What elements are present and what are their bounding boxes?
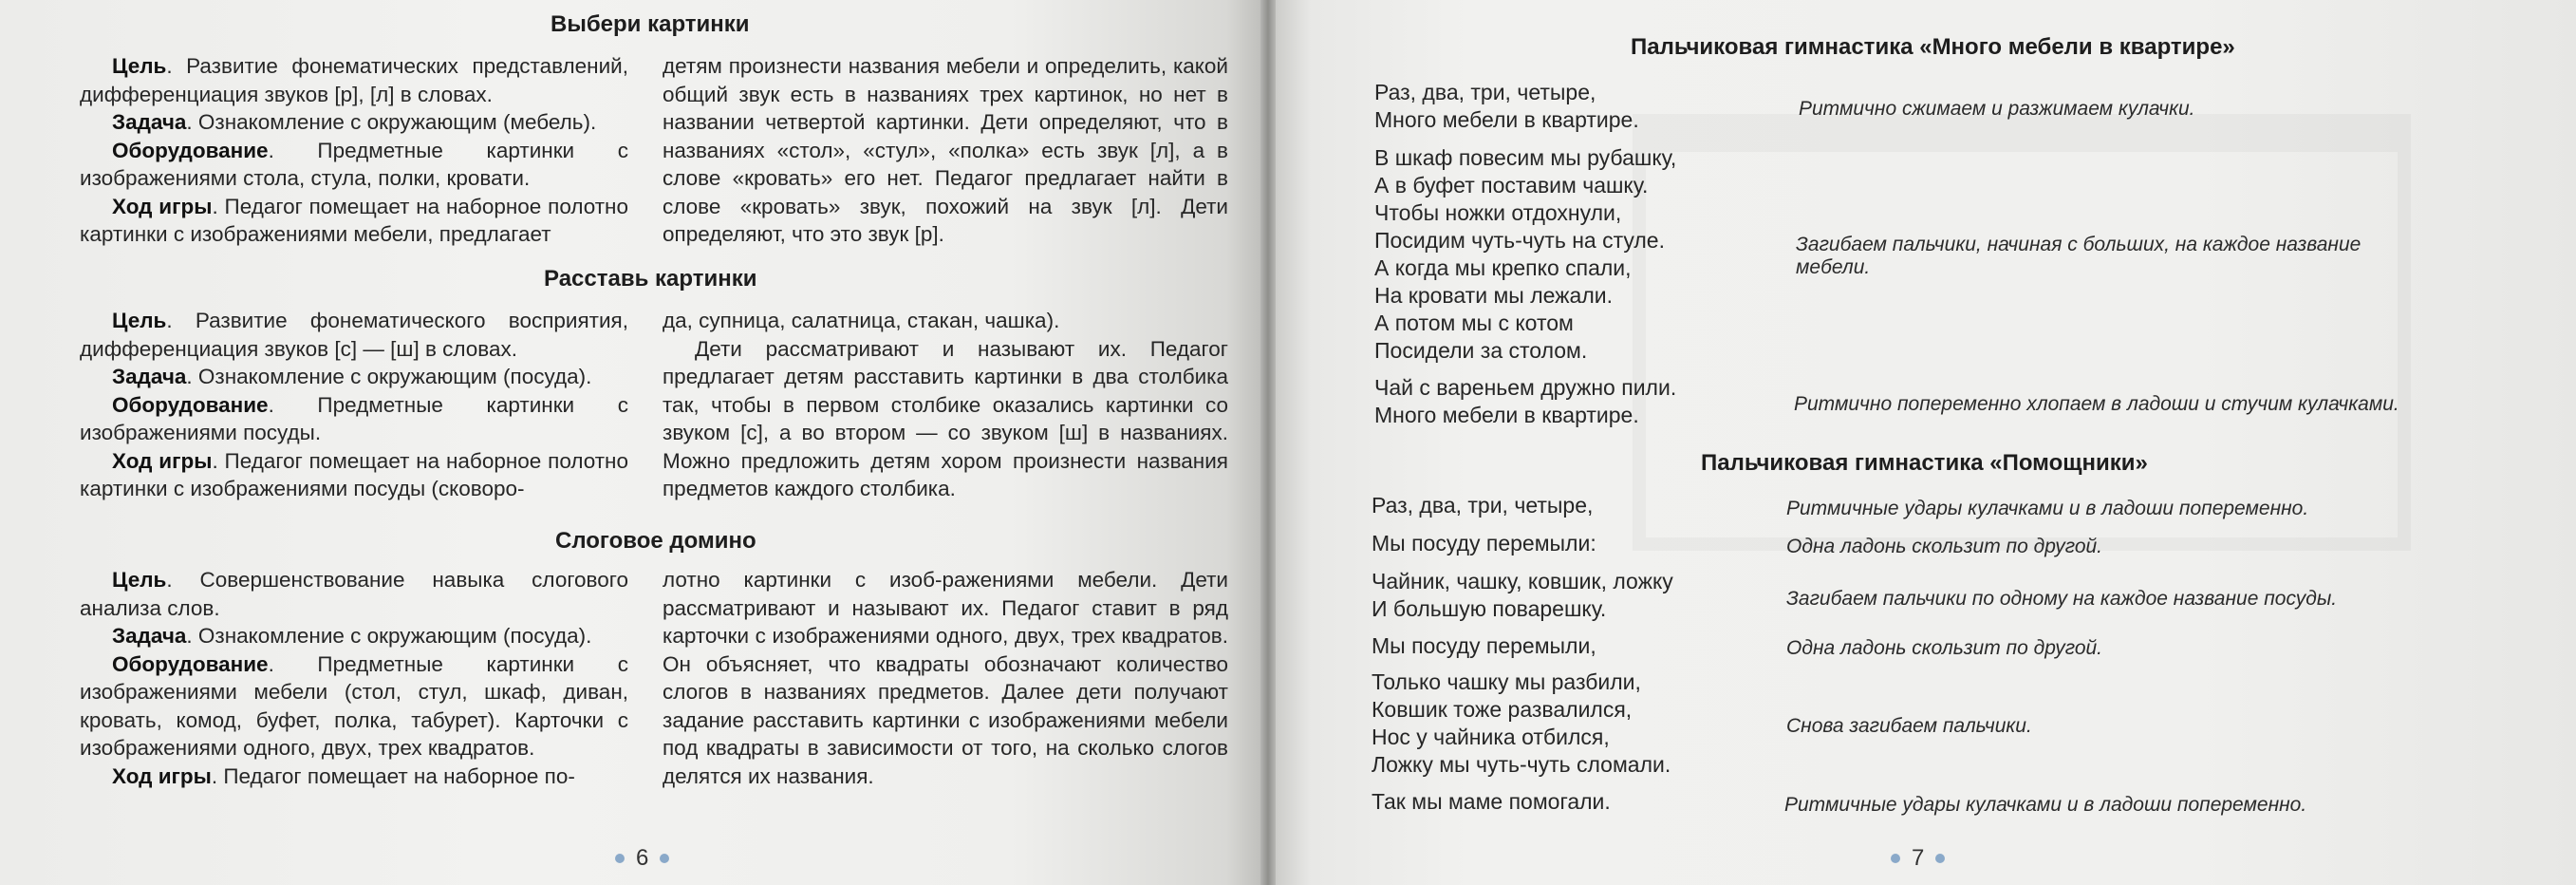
verse-line: Чайник, чашку, ковшик, ложку — [1372, 569, 1673, 593]
instruction-note: мебели. — [1796, 256, 1871, 278]
instruction-note: Ритмично сжимаем и разжимаем кулачки. — [1799, 98, 2195, 120]
text: . Ознакомление с окружающим (мебель). — [186, 110, 597, 134]
verse-line: Много мебели в квартире. — [1374, 107, 1639, 132]
sec3-task-paragraph — [80, 622, 628, 650]
verse-line: Мы посуду перемыли, — [1372, 633, 1596, 658]
instruction-note: Ритмичные удары кулачками и в ладоши попеременно. — [1786, 498, 2309, 519]
sec1-task-paragraph — [80, 108, 628, 137]
label: Ход игры — [112, 448, 213, 473]
section-title-arrange-pictures: Расставь картинки — [544, 266, 757, 292]
dot-icon — [1935, 854, 1945, 863]
sec2-gameplay-paragraph — [80, 447, 628, 503]
verse-line: Чтобы ножки отдохнули, — [1374, 200, 1622, 225]
verse-line: Посидим чуть-чуть на стуле. — [1374, 228, 1665, 253]
verse-line: Посидели за столом. — [1374, 338, 1588, 363]
sec2-right-column — [663, 307, 1228, 503]
text: . Предметные картинки с изображениями посуды. — [80, 392, 628, 444]
sec1-goal-paragraph — [80, 52, 628, 108]
label: Цель — [112, 309, 167, 332]
instruction-note: Загибаем пальчики по одному на каждое название посуды. — [1786, 588, 2338, 610]
verse-line: А когда мы крепко спали, — [1374, 255, 1632, 280]
verse-line: Ковшик тоже развалился, — [1372, 697, 1633, 722]
label: Ход игры — [112, 763, 212, 788]
verse-line: А потом мы с котом — [1374, 311, 1574, 335]
instruction-note: Одна ладонь скользит по другой. — [1786, 536, 2103, 557]
text: . Ознакомление с окружающим (посуда). — [186, 624, 592, 648]
sec1-right-column: детям произнести названия мебели и определить, какой общий звук есть в названиях трех картинок, но нет в названии четвертой картинки. Дети определяют, что в названиях «стол», «стул», «полка» есть звук [л], а в слове «кровать» его нет. Педагог предлагает найти в слове «кровать» звук, похожий на звук [л]. Дети определяют, что это звук [р]. — [663, 54, 1228, 246]
section-title-finger-gym-helpers: Пальчиковая гимнастика «Помощники» — [1701, 450, 2148, 476]
dot-icon — [615, 854, 625, 863]
verse-line: Чай с вареньем дружно пили. — [1374, 375, 1677, 400]
instruction-note: Одна ладонь скользит по другой. — [1786, 637, 2103, 659]
sec2-right-paragraph: Дети рассматривают и называют их. Педагог предлагает детям расставить картинки в два столбика так, чтобы в первом столбике оказались картинки со звуком [с], а во втором — со звуком [ш] в названиях. Можно предложить детям хором произнести названия предметов каждого столбика. — [663, 336, 1228, 500]
verse-line: Ложку мы чуть-чуть сломали. — [1372, 752, 1671, 777]
text: . Педагог помещает на наборное полотно картинки с изображениями посуды (сковоро- — [80, 448, 628, 500]
sec3-gameplay-paragraph — [80, 763, 628, 791]
sec2-equipment-paragraph — [80, 391, 628, 447]
sec3-equipment-paragraph — [80, 650, 628, 763]
label: Задача — [112, 365, 187, 388]
label: Оборудование — [112, 392, 269, 417]
page-number-right — [1891, 845, 1945, 872]
text: . Ознакомление с окружающим (посуда). — [186, 365, 592, 388]
show-through-shadow — [1633, 114, 2411, 551]
label: Задача — [112, 110, 187, 134]
verse-line: И большую поварешку. — [1372, 596, 1607, 621]
book-spine — [1260, 0, 1276, 885]
text: . Педагог помещает на наборное по- — [211, 763, 575, 788]
dot-icon — [1891, 854, 1900, 863]
sec2-goal-paragraph — [80, 307, 628, 363]
verse-line: Раз, два, три, четыре, — [1374, 80, 1596, 104]
instruction-note: Снова загибаем пальчики. — [1786, 715, 2032, 737]
label: Оборудование — [112, 651, 269, 676]
text: . Педагог помещает на наборное полотно картинки с изображениями мебели, предлагает — [80, 194, 628, 246]
instruction-note: Загибаем пальчики, начиная с больших, на каждое название — [1796, 234, 2361, 255]
verse-line: Так мы маме помогали. — [1372, 789, 1611, 814]
text: . Совершенствование навыка слогового анализа слов. — [80, 568, 628, 620]
dot-icon — [660, 854, 669, 863]
verse-line: В шкаф повесим мы рубашку, — [1374, 145, 1677, 170]
sec3-goal-paragraph — [80, 566, 628, 622]
section-title-choose-pictures: Выбери картинки — [551, 11, 750, 37]
text: . Предметные картинки с изображениями стола, стула, полки, кровати. — [80, 138, 628, 190]
instruction-note: Ритмичные удары кулачками и в ладоши попеременно. — [1784, 794, 2307, 816]
verse-line: На кровати мы лежали. — [1374, 283, 1613, 308]
label: Цель — [112, 54, 167, 78]
sec1-gameplay-paragraph — [80, 193, 628, 249]
verse-line: А в буфет поставим чашку. — [1374, 173, 1649, 198]
verse-line: Мы посуду перемыли: — [1372, 531, 1596, 555]
verse-line: Раз, два, три, четыре, — [1372, 493, 1594, 518]
label: Задача — [112, 624, 187, 648]
page-number-value: 6 — [636, 845, 649, 871]
verse-line: Нос у чайника отбился, — [1372, 725, 1610, 749]
verse-line: Только чашку мы разбили, — [1372, 669, 1641, 694]
sec1-left-column — [80, 52, 628, 249]
instruction-note: Ритмично попеременно хлопаем в ладоши и стучим кулачками. — [1794, 393, 2399, 415]
page-number-left — [615, 845, 669, 872]
sec3-right-column: лотно картинки с изоб-ражениями мебели. Дети рассматривают и называют их. Педагог ставит в ряд карточки с изображениями одного, двух, трех квадратов. Он объясняет, что квадраты обозначают количество слогов в названиях предметов. Далее дети получают задание расставить картинки с изображениями мебели под квадраты в зависимости от того, на сколько слогов делятся их названия. — [663, 568, 1228, 788]
label: Ход игры — [112, 194, 213, 218]
text: . Развитие фонематических представлений, дифференциация звуков [р], [л] в словах. — [80, 54, 628, 106]
section-title-finger-gym-furniture: Пальчиковая гимнастика «Много мебели в квартире» — [1631, 34, 2235, 60]
sec2-task-paragraph — [80, 363, 628, 391]
sec1-equipment-paragraph — [80, 137, 628, 193]
text: . Предметные картинки с изображениями мебели (стол, стул, шкаф, диван, кровать, комод, буфет, полка, табурет). Карточки с изображениями одного, двух, трех квадратов. — [80, 651, 628, 760]
section-title-syllable-domino: Слоговое домино — [555, 528, 756, 554]
sec3-left-column — [80, 566, 628, 790]
label: Цель — [112, 568, 167, 592]
page-number-value: 7 — [1912, 845, 1925, 871]
label: Оборудование — [112, 138, 269, 162]
sec2-right-continuation: да, супница, салатница, стакан, чашка). — [663, 309, 1060, 332]
sec2-left-column — [80, 307, 628, 503]
text: . Развитие фонематического восприятия, дифференциация звуков [с] — [ш] в словах. — [80, 309, 628, 361]
verse-line: Много мебели в квартире. — [1374, 403, 1639, 427]
